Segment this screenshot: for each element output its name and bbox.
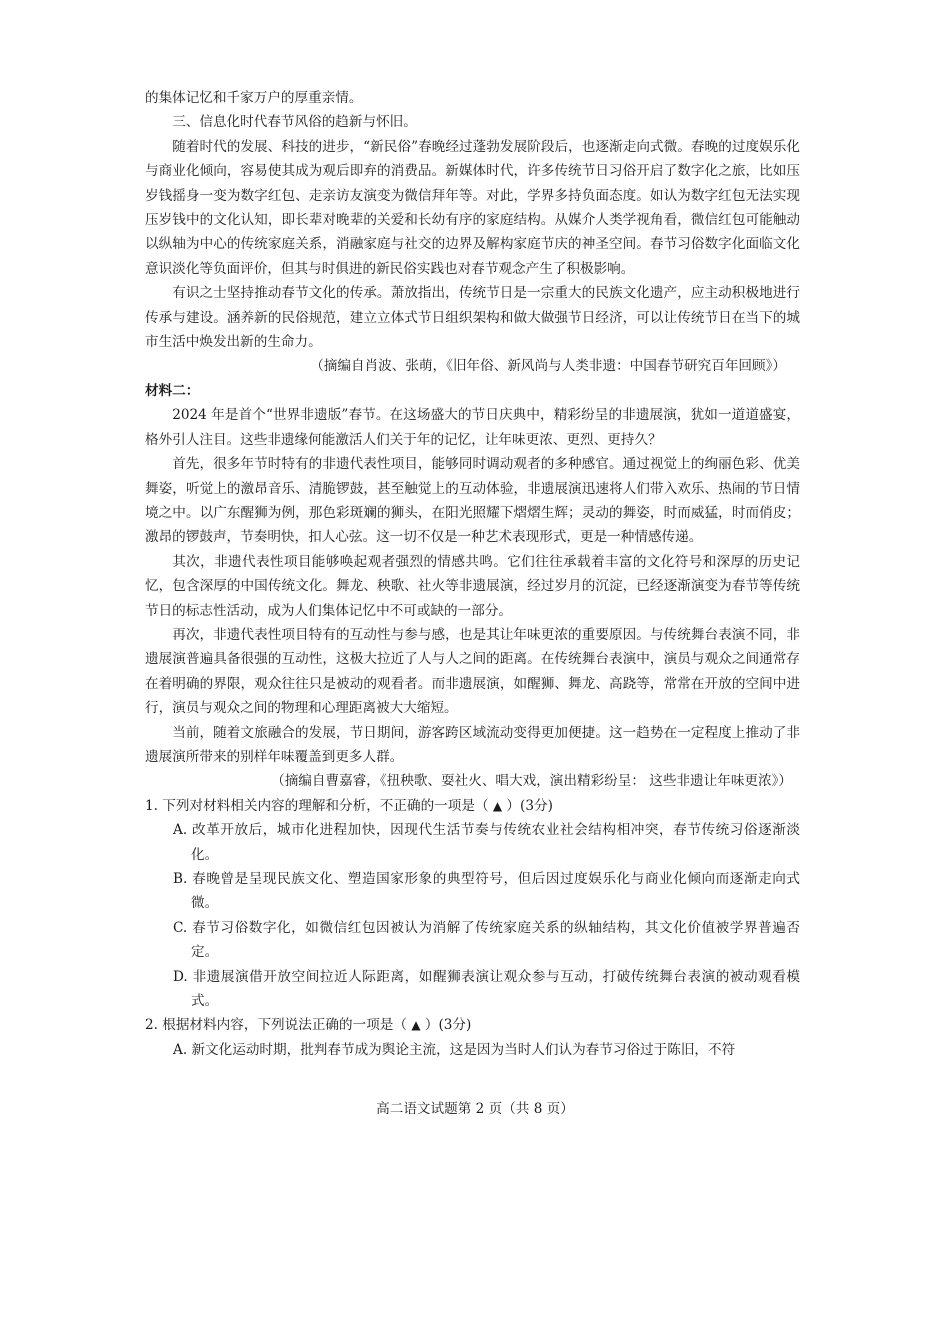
source-citation: （摘编自肖波、张萌，《旧年俗、新风尚与人类非遗：中国春节研究百年回顾》） (310, 358, 786, 375)
question-1-option-d: D. 非遗展演借开放空间拉近人际距离，如醒狮表演让观众参与互动，打破传统舞台表演的被动观看模式。 (173, 968, 800, 1010)
paragraph: 其次，非遗代表性项目能够唤起观者强烈的情感共鸣。它们往往承载着丰富的文化符号和深厚的历史记忆，包含深厚的中国传统文化。舞龙、秧歌、社火等非遗展演，经过岁月的沉淀，已经逐渐演变为春节等传统节日的标志性活动，成为人们集体记忆中不可或缺的一部分。 (145, 553, 800, 619)
question-2-option-a: A. 新文化运动时期，批判春节成为舆论主流，这是因为当时人们认为春节习俗过于陈旧，不符 (173, 1041, 736, 1058)
question-1-stem (145, 794, 800, 818)
paragraph: 有识之士坚持推动春节文化的传承。萧放指出，传统节日是一宗重大的民族文化遗产，应主动积极地进行传承与建设。涵养新的民俗规范，建立立体式节日组织架构和做大做强节日经济，可以让传统节日在当下的城市生活中焕发出新的生命力。 (145, 285, 800, 351)
source-citation: （摘编自曹嘉睿，《扭秧歌、耍社火、唱大戏，演出精彩纷呈： 这些非遗让年味更浓》） (271, 773, 792, 790)
paragraph: 首先，很多年节时特有的非遗代表性项目，能够同时调动观者的多种感官。通过视觉上的绚丽色彩、优美舞姿，听觉上的激昂音乐、清脆锣鼓，甚至触觉上的互动体验，非遗展演迅速将人们带入欢乐、热闹的节日情境之中。以广东醒狮为例，那色彩斑斓的狮头，在阳光照耀下熠熠生辉；灵动的舞姿，时而威猛，时而俏皮；激昂的锣鼓声，节奏明快，扣人心弦。这一切不仅是一种艺术表现形式，更是一种情感传递。 (145, 456, 800, 546)
question-2-score: ）(3分) (420, 1017, 472, 1034)
paragraph: 当前，随着文旅融合的发展，节日期间，游客跨区域流动变得更加便捷。这一趋势在一定程度上推动了非遗展演所带来的别样年味覆盖到更多人群。 (145, 724, 800, 765)
material-two-heading: 材料二： (145, 382, 200, 399)
continued-text: 的集体记忆和千家万户的厚重亲情。 (145, 90, 363, 106)
question-1-score: ）(3分) (502, 797, 553, 814)
question-1-option-a: A. 改革开放后，城市化进程加快，因现代生活节奏与传统农业社会结构相冲突，春节传统习俗逐渐淡化。 (173, 822, 800, 863)
paragraph: 2024 年是首个“世界非遗版”春节。在这场盛大的节日庆典中，精彩纷呈的非遗展演，犹如一道道盛宴，格外引人注目。这些非遗缘何能激活人们关于年的记忆，让年味更浓、更烈、更持久？ (145, 407, 800, 448)
paragraph: 随着时代的发展、科技的进步，“新民俗”春晚经过蓬勃发展阶段后，也逐渐走向式微。春晚的过度娱乐化与商业化倾向，容易使其成为观后即弃的消费品。新媒体时代，许多传统节日习俗开启了数字化之旅，比如压岁钱摇身一变为数字红包、走亲访友演变为微信拜年等。对此，学界多持负面态度。如认为数字红包无法实现压岁钱中的文化认知，即长辈对晚辈的关爱和长幼有序的家庭结构。从媒介人类学视角看，微信红包可能触动以纵轴为中心的传统家庭关系，消融家庭与社交的边界及解构家庭节庆的神圣空间。春节习俗数字化面临文化意识淡化等负面评价，但其与时俱进的新民俗实践也对春节观念产生了积极影响。 (145, 138, 800, 277)
question-2-stem (145, 1013, 800, 1037)
answer-blank-triangle: ▲ (411, 1018, 421, 1033)
question-1-option-c: C. 春节习俗数字化，如微信红包因被认为消解了传统家庭关系的纵轴结构，其文化价值被学界普遍否定。 (173, 919, 800, 961)
question-1-text: 1. 下列对材料相关内容的理解和分析，不正确的一项是（ (145, 797, 493, 814)
question-1-option-b: B. 春晚曾是呈现民族文化、塑造国家形象的典型符号，但后因过度娱乐化与商业化倾向而逐渐走向式微。 (173, 871, 800, 912)
paragraph: 再次，非遗代表性项目特有的互动性与参与感，也是其让年味更浓的重要原因。与传统舞台表演不同，非遗展演普遍具备很强的互动性，这极大拉近了人与人之间的距离。在传统舞台表演中，演员与观众之间通常存在着明确的界限，观众往往只是被动的观看者。而非遗展演，如醒狮、舞龙、高跷等，常常在开放的空间中进行，演员与观众之间的物理和心理距离被大大缩短。 (145, 626, 800, 717)
page-footer: 高二语文试题第 2 页（共 8 页） (376, 1101, 574, 1117)
page-content (145, 86, 800, 1062)
answer-blank-triangle: ▲ (492, 798, 503, 813)
question-2-text: 2. 根据材料内容，下列说法正确的一项是（ (145, 1017, 412, 1034)
section-subheading: 三、信息化时代春节风俗的趋新与怀旧。 (172, 114, 417, 131)
